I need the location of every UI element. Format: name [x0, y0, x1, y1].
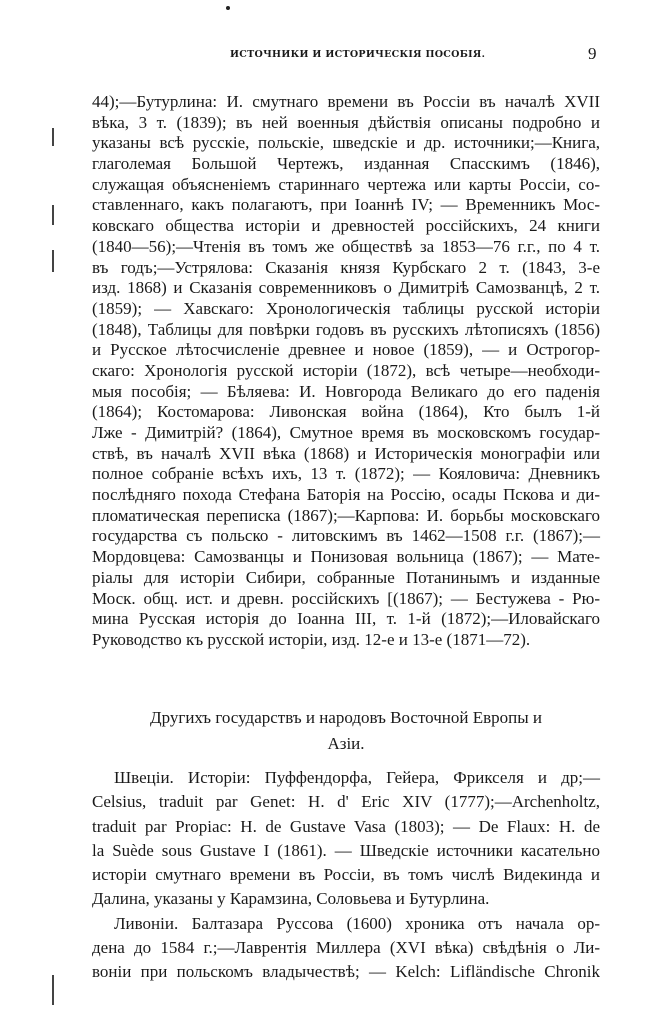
text-line: Celsius, traduit par Genet: H. d' Eric XIV (1777);—Archenholtz,	[92, 792, 600, 812]
text-line: Мордовцева: Самозванцы и Понизовая вольница (1867); — Мате-	[92, 547, 600, 567]
paragraph-bibliography-russia	[92, 92, 600, 651]
margin-mark	[52, 205, 54, 225]
text-line: вѣка, 3 т. (1839); въ ней военныя дѣйствія описаны подробно и	[92, 112, 600, 132]
text-line: traduit par Propiac: H. de Gustave Vasa (1803); — De Flaux: H. de	[92, 816, 600, 836]
section-heading-line: Другихъ государствъ и народовъ Восточной Европы и	[149, 708, 542, 727]
margin-mark	[52, 250, 54, 272]
margin-mark	[52, 975, 54, 1005]
text-line: воніи при польскомъ владычествѣ; — Kelch: Lifländische Chronik	[92, 962, 600, 982]
text-line: (1864); Костомарова: Ливонская война (1864), Кто былъ 1-й	[92, 402, 600, 422]
ink-dot	[226, 6, 230, 10]
paragraph-sweden-livonia	[92, 766, 600, 985]
text-line: пломатическая переписка (1867);—Карпова: И. борьбы московскаго	[92, 505, 600, 525]
text-line: мыя пособія; — Бѣляева: И. Новгорода Великаго до его паденія	[92, 381, 600, 401]
text-line: (1859); — Хавскаго: Хронологическія таблицы русской исторіи	[92, 298, 600, 318]
text-line: служащая объясненіемъ стариннаго чертежа или карты Россіи, со-	[92, 174, 600, 194]
text-line: Далина, указаны у Карамзина, Соловьева и Бутурлина.	[92, 889, 490, 909]
text-line: и Русское лѣтосчисленіе древнее и новое (1859), — и Острогор-	[92, 340, 600, 360]
text-line: послѣдняго похода Стефана Баторія на Россію, осады Пскова и ди-	[92, 485, 600, 505]
text-line: скаго: Хронологія русской исторіи (1872), всѣ четыре—необходи-	[92, 360, 600, 380]
text-line: государства съ польско - литовскимъ въ 1462—1508 г.г. (1867);—	[92, 526, 600, 546]
text-line: ставленнаго, какъ полагаютъ, при Іоаннѣ IV; — Временникъ Мос-	[92, 195, 600, 215]
text-line: указаны всѣ русскіе, польскіе, шведскіе и др. источники;—Книга,	[92, 133, 600, 153]
text-line: ріалы для исторіи Сибири, собранные Потанинымъ и изданные	[92, 567, 600, 587]
text-line: въ годъ;—Устрялова: Сказанія князя Курбскаго 2 т. (1843, 3-е	[92, 257, 600, 277]
text-line: исторіи смутнаго времени въ Россіи, въ томъ числѣ Видекинда и	[92, 865, 600, 885]
section-heading-line: Азіи.	[327, 734, 365, 753]
text-line: Лже - Димитрій? (1864), Смутное время въ московскомъ государ-	[92, 423, 600, 442]
text-line: мина Русская исторія до Іоанна III, т. 1-й (1872);—Иловайскаго	[92, 609, 600, 629]
text-line: Ливоніи. Балтазара Руссова (1600) хроника отъ начала ор-	[114, 913, 600, 933]
text-line: ковскаго общества исторіи и древностей россійскихъ, 24 книги	[92, 216, 600, 236]
section-heading	[92, 705, 600, 757]
text-line: (1840—56);—Чтенія въ томъ же обществѣ за 1853—76 г.г., по 4 т.	[92, 236, 600, 256]
page-number: 9	[588, 44, 597, 63]
text-line: Моск. общ. ист. и древн. россійскихъ [(1867); — Бестужева - Рю-	[92, 588, 600, 608]
running-title: ИСТОЧНИКИ И ИСТОРИЧЕСКІЯ ПОСОБІЯ.	[230, 49, 486, 60]
text-line: la Suède sous Gustave I (1861). — Шведскіе источники касательно	[92, 840, 600, 860]
margin-mark	[52, 128, 54, 146]
text-line: дена до 1584 г.;—Лаврентія Миллера (XVI вѣка) свѣдѣнія о Ли-	[92, 938, 600, 958]
text-line: полное собраніе всѣхъ ихъ, 13 т. (1872); — Кояловича: Дневникъ	[92, 464, 600, 484]
text-line: ствѣ, въ началѣ XVII вѣка (1868) и Историческія монографіи или	[92, 443, 600, 463]
text-line: изд. 1868) и Сказанія современниковъ о Димитріѣ Самозванцѣ, 2 т.	[92, 278, 600, 298]
text-line: Руководство къ русской исторіи, изд. 12-е и 13-е (1871—72).	[92, 629, 531, 649]
text-line: глаголемая Большой Чертежъ, изданная Спасскимъ (1846),	[92, 154, 600, 174]
text-line: 44);—Бутурлина: И. смутнаго времени въ Россіи въ началѣ XVII	[92, 92, 600, 111]
text-line: (1848), Таблицы для повѣрки годовъ въ русскихъ лѣтописяхъ (1856)	[92, 319, 600, 339]
text-line: Швеціи. Исторіи: Пуффендорфа, Гейера, Фрикселя и др;—	[114, 768, 600, 787]
